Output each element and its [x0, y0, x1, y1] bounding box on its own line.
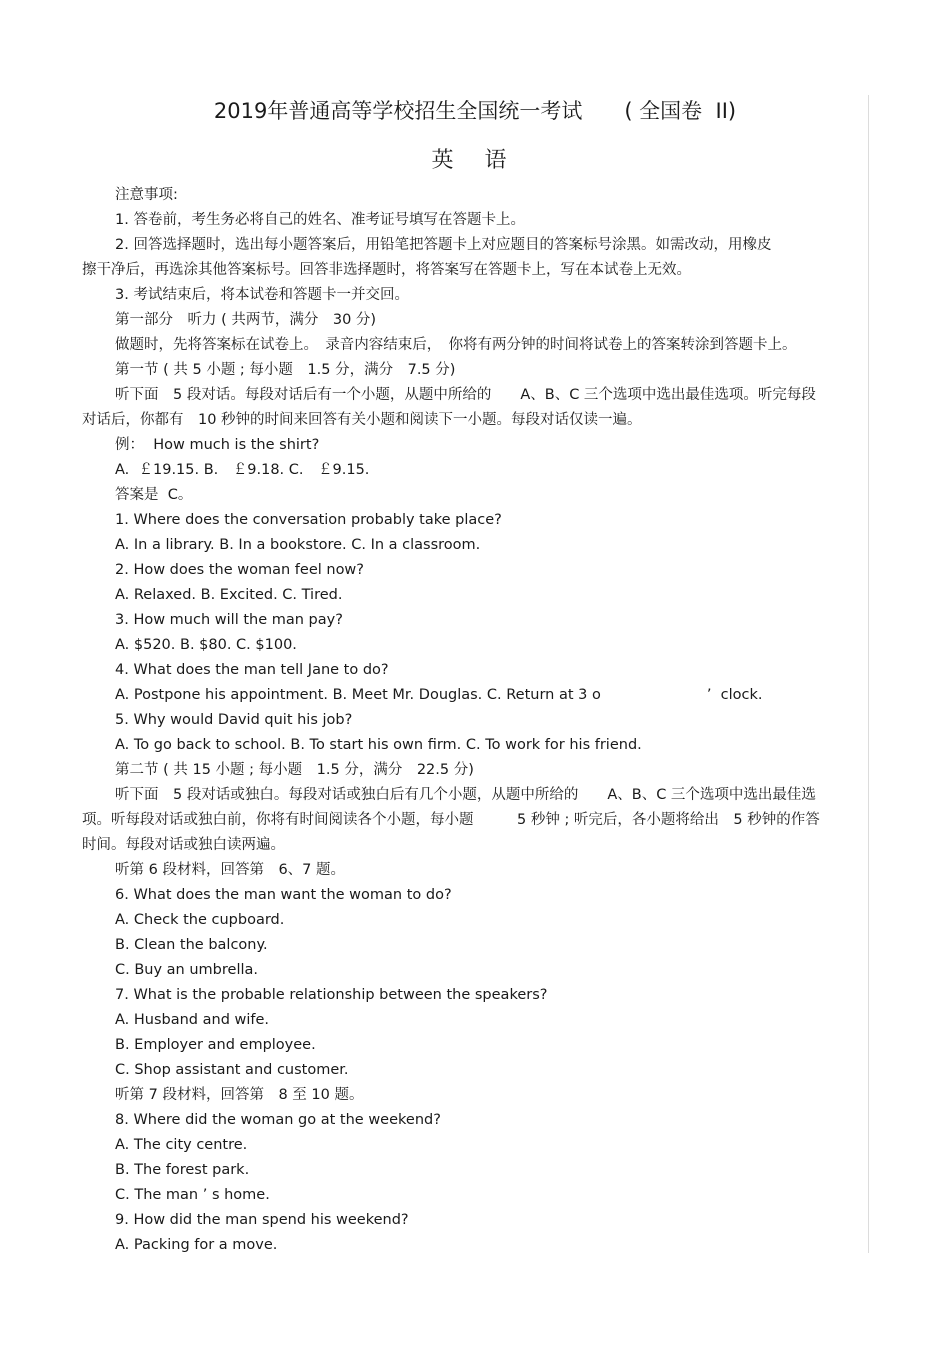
question-5-options: A. To go back to school. B. To start his own firm. C. To work for his friend. [115, 737, 642, 753]
section-two-instruction-cont: 项。听每段对话或独白前，你将有时间阅读各个小题，每小题 5 秒钟 ; 听完后，各小题将给出 5 秒钟的作答 [82, 812, 820, 828]
exam-title: 2019年普通高等学校招生全国统一考试 ( 全国卷 II) [213, 99, 737, 123]
notice-item-2: 2. 回答选择题时，选出每小题答案后，用铅笔把答题卡上对应题目的答案标号涂黑。如需改动，用橡皮 [115, 237, 772, 253]
question-2-options: A. Relaxed. B. Excited. C. Tired. [115, 587, 343, 603]
section-one-instruction-cont: 对话后，你都有 10 秒钟的时间来回答有关小题和阅读下一小题。每段对话仅读一遍。 [82, 412, 642, 428]
section-one-instruction: 听下面 5 段对话。每段对话后有一个小题，从题中所给的 A、B、C 三个选项中选出最佳选项。听完每段 [115, 387, 816, 403]
subject-heading: 英 语 [431, 148, 519, 173]
question-8: 8. Where did the woman go at the weekend? [115, 1112, 441, 1128]
question-3-options: A. $520. B. $80. C. $100. [115, 637, 297, 653]
example-question: 例： How much is the shirt? [115, 437, 320, 453]
question-7: 7. What is the probable relationship between the speakers? [115, 987, 548, 1003]
question-5: 5. Why would David quit his job? [115, 712, 353, 728]
question-6-option-a: A. Check the cupboard. [115, 912, 285, 928]
question-6-option-c: C. Buy an umbrella. [115, 962, 258, 978]
question-7-option-b: B. Employer and employee. [115, 1037, 316, 1053]
right-margin-rule [868, 95, 869, 1253]
part-one-heading: 第一部分 听力 ( 共两节，满分 30 分) [115, 312, 377, 328]
question-4: 4. What does the man tell Jane to do? [115, 662, 389, 678]
section-two-heading: 第二节 ( 共 15 小题 ; 每小题 1.5 分，满分 22.5 分) [115, 762, 474, 778]
question-8-option-a: A. The city centre. [115, 1137, 248, 1153]
question-9-option-a: A. Packing for a move. [115, 1237, 278, 1253]
question-7-option-c: C. Shop assistant and customer. [115, 1062, 349, 1078]
section-one-heading: 第一节 ( 共 5 小题 ; 每小题 1.5 分，满分 7.5 分) [115, 362, 456, 378]
question-6-option-b: B. Clean the balcony. [115, 937, 268, 953]
material-6-heading: 听第 6 段材料，回答第 6、7 题。 [115, 862, 346, 878]
section-two-instruction: 听下面 5 段对话或独白。每段对话或独白后有几个小题，从题中所给的 A、B、C 三个选项中选出最佳选 [115, 787, 816, 803]
question-9: 9. How did the man spend his weekend? [115, 1212, 409, 1228]
notice-item-1: 1. 答卷前，考生务必将自己的姓名、准考证号填写在答题卡上。 [115, 212, 525, 228]
question-1: 1. Where does the conversation probably take place? [115, 512, 502, 528]
question-1-options: A. In a library. B. In a bookstore. C. In a classroom. [115, 537, 481, 553]
example-answer: 答案是 C。 [115, 487, 193, 503]
example-options: A. ￡19.15. B. ￡9.18. C. ￡9.15. [115, 462, 370, 478]
section-two-instruction-end: 时间。每段对话或独白读两遍。 [82, 837, 285, 853]
notice-item-3: 3. 考试结束后，将本试卷和答题卡一并交回。 [115, 287, 409, 303]
material-7-heading: 听第 7 段材料，回答第 8 至 10 题。 [115, 1087, 364, 1103]
notice-heading: 注意事项: [115, 187, 178, 203]
question-2: 2. How does the woman feel now? [115, 562, 364, 578]
question-7-option-a: A. Husband and wife. [115, 1012, 270, 1028]
question-4-options: A. Postpone his appointment. B. Meet Mr. Douglas. C. Return at 3 o ’ clock. [115, 687, 763, 703]
part-one-instruction: 做题时，先将答案标在试卷上。 录音内容结束后， 你将有两分钟的时间将试卷上的答案转涂到答题卡上。 [115, 337, 797, 353]
question-6: 6. What does the man want the woman to do? [115, 887, 452, 903]
question-8-option-c: C. The man ’ s home. [115, 1187, 270, 1203]
notice-item-2-cont: 擦干净后，再选涂其他答案标号。回答非选择题时，将答案写在答题卡上，写在本试卷上无效。 [82, 262, 691, 278]
question-8-option-b: B. The forest park. [115, 1162, 250, 1178]
question-3: 3. How much will the man pay? [115, 612, 343, 628]
